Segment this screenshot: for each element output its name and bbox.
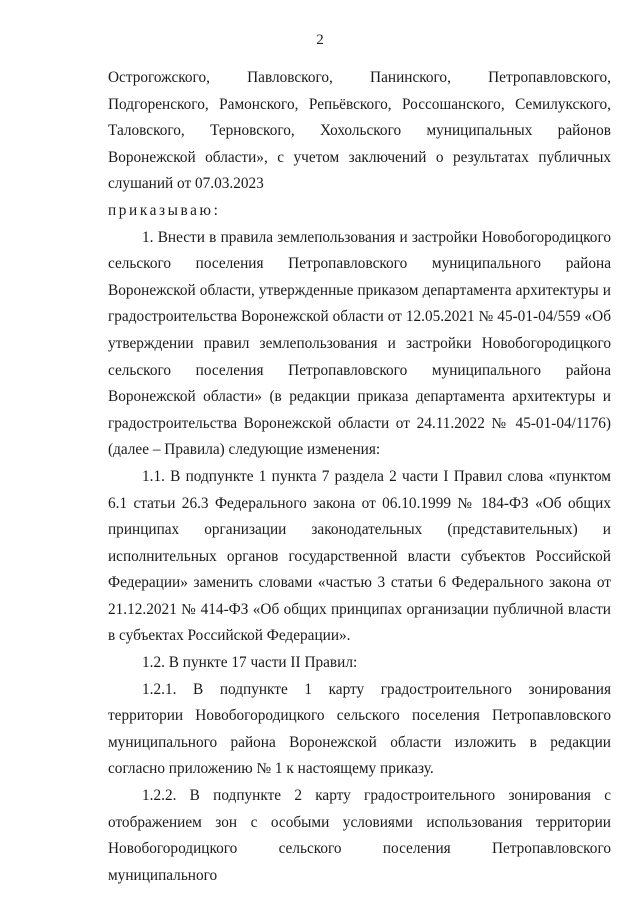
paragraph-item-1-1: 1.1. В подпункте 1 пункта 7 раздела 2 части I Правил слова «пунктом 6.1 статьи 26.3 Федерального закона от 06.10.1999 № 184-ФЗ «Об общих принципах организации законодательных (представительных) и исполнительных органов государственной власти субъектов Российской Федерации» заменить словами «частью 3 статьи 6 Федерального закона от 21.12.2021 № 414-ФЗ «Об общих принципах организации публичной власти в субъектах Российской Федерации».: [108, 467, 611, 645]
paragraph-preamble-continuation: Острогожского, Павловского, Панинского, Петропавловского, Подгоренского, Рамонского, Репьёвского, Россошанского, Семилукского, Таловского, Терновского, Хохольского муниципальных районов Воронежской области», с учетом заключений о результатах публичных слушаний от 07.03.2023: [108, 69, 611, 193]
page-number: 2: [316, 32, 324, 48]
paragraph-item-1-2-1: 1.2.1. В подпункте 1 карту градостроительного зонирования территории Новобогородицкого сельского поселения Петропавловского муниципального района Воронежской области изложить в редакции согласно приложению № 1 к настоящему приказу.: [108, 680, 611, 778]
paragraph-item-1-2-2: 1.2.2. В подпункте 2 карту градостроительного зонирования с отображением зон с особыми условиями использования территории Новобогородицкого сельского поселения Петропавловского муниципального: [108, 787, 611, 884]
paragraph-item-1-2: 1.2. В пункте 17 части II Правил:: [142, 654, 358, 672]
document-body: [108, 65, 611, 889]
paragraph-item-1: 1. Внести в правила землепользования и застройки Новобогородицкого сельского поселения Петропавловского муниципального района Воронежской области, утвержденные приказом департамента архитектуры и градостроительства Воронежской области от 12.05.2021 № 45-01-04/559 «Об утверждении правил землепользования и застройки Новобогородицкого сельского поселения Петропавловского муниципального района Воронежской области» (в редакции приказа департамента архитектуры и градостроительства Воронежской области от 24.11.2022 № 45-01-04/1176) (далее – Правила) следующие изменения:: [108, 228, 611, 459]
order-word: приказываю:: [108, 201, 221, 219]
